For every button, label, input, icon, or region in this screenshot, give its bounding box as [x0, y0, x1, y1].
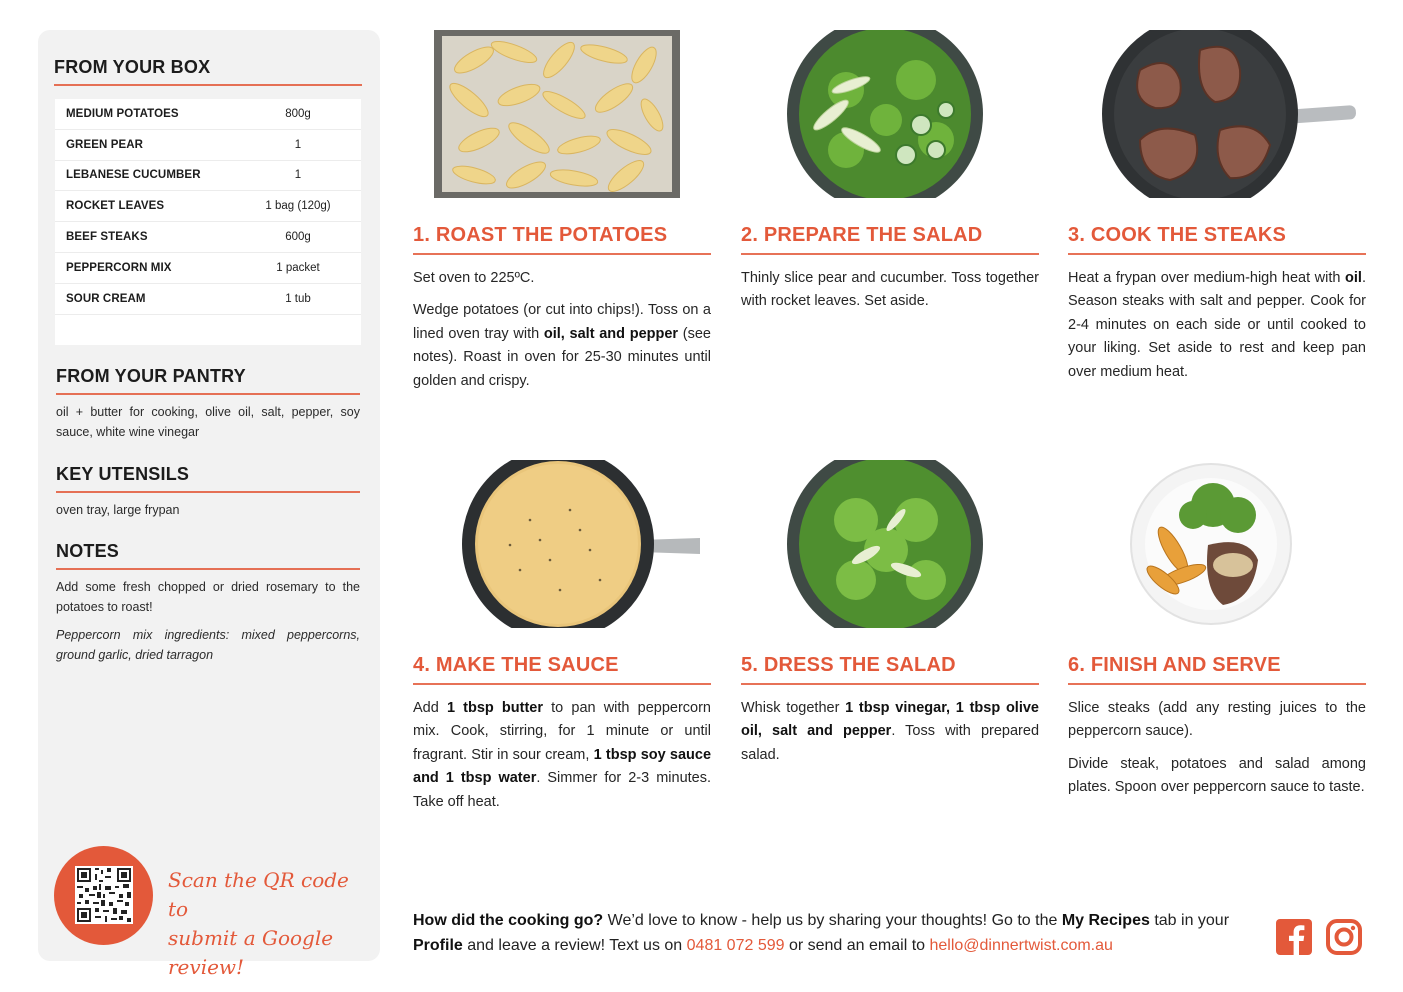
footer-question: How did the cooking go? — [413, 912, 604, 929]
ingredient-name: ROCKET LEAVES — [66, 200, 165, 213]
ingredient-qty: 1 — [294, 169, 302, 182]
instagram-icon[interactable] — [1325, 918, 1363, 956]
finish-serve-image — [1128, 460, 1294, 628]
step-1 — [413, 224, 711, 393]
divider — [56, 491, 360, 493]
step-1-title: 1. ROAST THE POTATOES — [413, 224, 668, 246]
ingredient-name: PEPPERCORN MIX — [66, 261, 172, 274]
step-5-title: 5. DRESS THE SALAD — [741, 654, 956, 676]
dress-salad-image — [786, 460, 984, 628]
divider — [413, 683, 711, 685]
pantry-text: oil + butter for cooking, olive oil, salt, pepper, soy sauce, white wine vinegar — [56, 405, 360, 439]
ingredient-qty: 1 bag (120g) — [265, 200, 331, 213]
ingredient-qty: 800g — [285, 107, 311, 120]
phone-link[interactable]: 0481 072 599 — [686, 937, 785, 954]
step-3-body — [1068, 267, 1366, 384]
qr-code[interactable] — [75, 866, 133, 924]
ingredient-qty: 1 packet — [276, 261, 320, 274]
pantry-title: FROM YOUR PANTRY — [56, 366, 246, 386]
qr-caption-line1: Scan the QR code to — [168, 868, 349, 921]
pantry-section — [56, 366, 360, 442]
step-2 — [741, 224, 1039, 314]
divider — [56, 393, 360, 395]
ingredient-qty: 600g — [285, 231, 311, 244]
step-3 — [1068, 224, 1366, 384]
step-6-body — [1068, 697, 1366, 800]
qr-caption — [168, 866, 368, 982]
from-your-box-section — [54, 57, 362, 86]
qr-caption-line2: submit a Google review! — [168, 926, 334, 979]
step-1-text-1: Set oven to 225ºC. — [413, 270, 535, 286]
ingredient-name: GREEN PEAR — [66, 138, 144, 151]
ingredient-row — [55, 191, 361, 222]
notes-title: NOTES — [56, 541, 120, 561]
make-sauce-image — [460, 460, 702, 628]
step-4 — [413, 654, 711, 814]
divider — [1068, 253, 1366, 255]
step-2-title: 2. PREPARE THE SALAD — [741, 224, 983, 246]
ingredient-qty: 1 — [294, 138, 302, 151]
divider — [56, 568, 360, 570]
divider — [741, 683, 1039, 685]
step-4-title: 4. MAKE THE SAUCE — [413, 654, 619, 676]
step-2-text-1: Thinly slice pear and cucumber. Toss together with rocket leaves. Set aside. — [741, 270, 1039, 310]
ingredient-name: BEEF STEAKS — [66, 231, 148, 244]
my-recipes-link[interactable]: My Recipes — [1061, 912, 1150, 929]
sidebar — [38, 30, 380, 979]
from-your-box-title: FROM YOUR BOX — [54, 57, 211, 77]
notes-text: Add some fresh chopped or dried rosemary to the potatoes to roast! — [56, 580, 360, 614]
ingredients-table — [55, 99, 361, 345]
step-6-text-2: Divide steak, potatoes and salad among plates. Spoon over peppercorn sauce to taste. — [1068, 755, 1366, 796]
feedback-footer: How did the cooking go? We’d love to know - help us by sharing your thoughts! Go to the My Recipes tab in your Profile and leave a review! Text us on 0481 072 599 or send an email to hello@dinnertwist.com.au — [413, 912, 1230, 954]
step-2-body — [741, 267, 1039, 314]
ingredient-row — [55, 222, 361, 253]
qr-code-pattern — [75, 866, 133, 924]
roast-potatoes-image — [434, 30, 680, 198]
step-5-body — [741, 697, 1039, 767]
divider — [413, 253, 711, 255]
step-3-text-1: Heat a frypan over medium-high heat with oil. Season steaks with salt and pepper. Cook for 2-4 minutes on each side or until cooked to your liking. Set aside to rest and keep pan over medium heat. — [1068, 270, 1366, 380]
notes-section — [56, 541, 360, 665]
step-6-title: 6. FINISH AND SERVE — [1068, 654, 1281, 676]
ingredient-row — [55, 130, 361, 161]
step-5-text-1: Whisk together 1 tbsp vinegar, 1 tbsp olive oil, salt and pepper. Toss with prepared salad. — [741, 700, 1040, 763]
step-6 — [1068, 654, 1366, 800]
utensils-text: oven tray, large frypan — [56, 503, 180, 517]
ingredient-row — [55, 253, 361, 284]
utensils-title: KEY UTENSILS — [56, 464, 190, 484]
profile-link[interactable]: Profile — [413, 937, 463, 954]
step-3-title: 3. COOK THE STEAKS — [1068, 224, 1287, 246]
ingredient-row — [55, 284, 361, 315]
email-link[interactable]: hello@dinnertwist.com.au — [929, 937, 1113, 954]
step-1-text-2: Wedge potatoes (or cut into chips!). Toss on a lined oven tray with oil, salt and pepper (see notes). Roast in oven for 25-30 minutes until golden and crispy. — [413, 302, 711, 389]
step-6-text-1: Slice steaks (add any resting juices to the peppercorn sauce). — [1068, 700, 1366, 740]
step-1-body — [413, 267, 711, 393]
ingredient-name: LEBANESE CUCUMBER — [66, 169, 201, 182]
ingredient-row-empty — [55, 315, 361, 345]
divider — [741, 253, 1039, 255]
qr-code-badge[interactable] — [54, 846, 153, 945]
cook-steaks-image — [1100, 30, 1356, 198]
utensils-section — [56, 464, 360, 520]
step-4-body — [413, 697, 711, 814]
ingredient-name: SOUR CREAM — [66, 292, 146, 305]
ingredient-name: MEDIUM POTATOES — [66, 107, 179, 120]
step-4-text-1: Add 1 tbsp butter to pan with peppercorn mix. Cook, stirring, for 1 minute or until fragrant. Stir in sour cream, 1 tbsp soy sauce and 1 tbsp water. Simmer for 2-3 minutes. Take off heat. — [413, 700, 712, 810]
divider — [54, 84, 362, 86]
step-5 — [741, 654, 1039, 767]
ingredient-row — [55, 161, 361, 192]
ingredient-row — [55, 99, 361, 130]
facebook-icon[interactable] — [1275, 918, 1313, 956]
notes-italic-text: Peppercorn mix ingredients: mixed peppercorns, ground garlic, dried tarragon — [56, 628, 360, 662]
prepare-salad-image — [786, 30, 984, 198]
ingredient-qty: 1 tub — [285, 292, 311, 305]
divider — [1068, 683, 1366, 685]
